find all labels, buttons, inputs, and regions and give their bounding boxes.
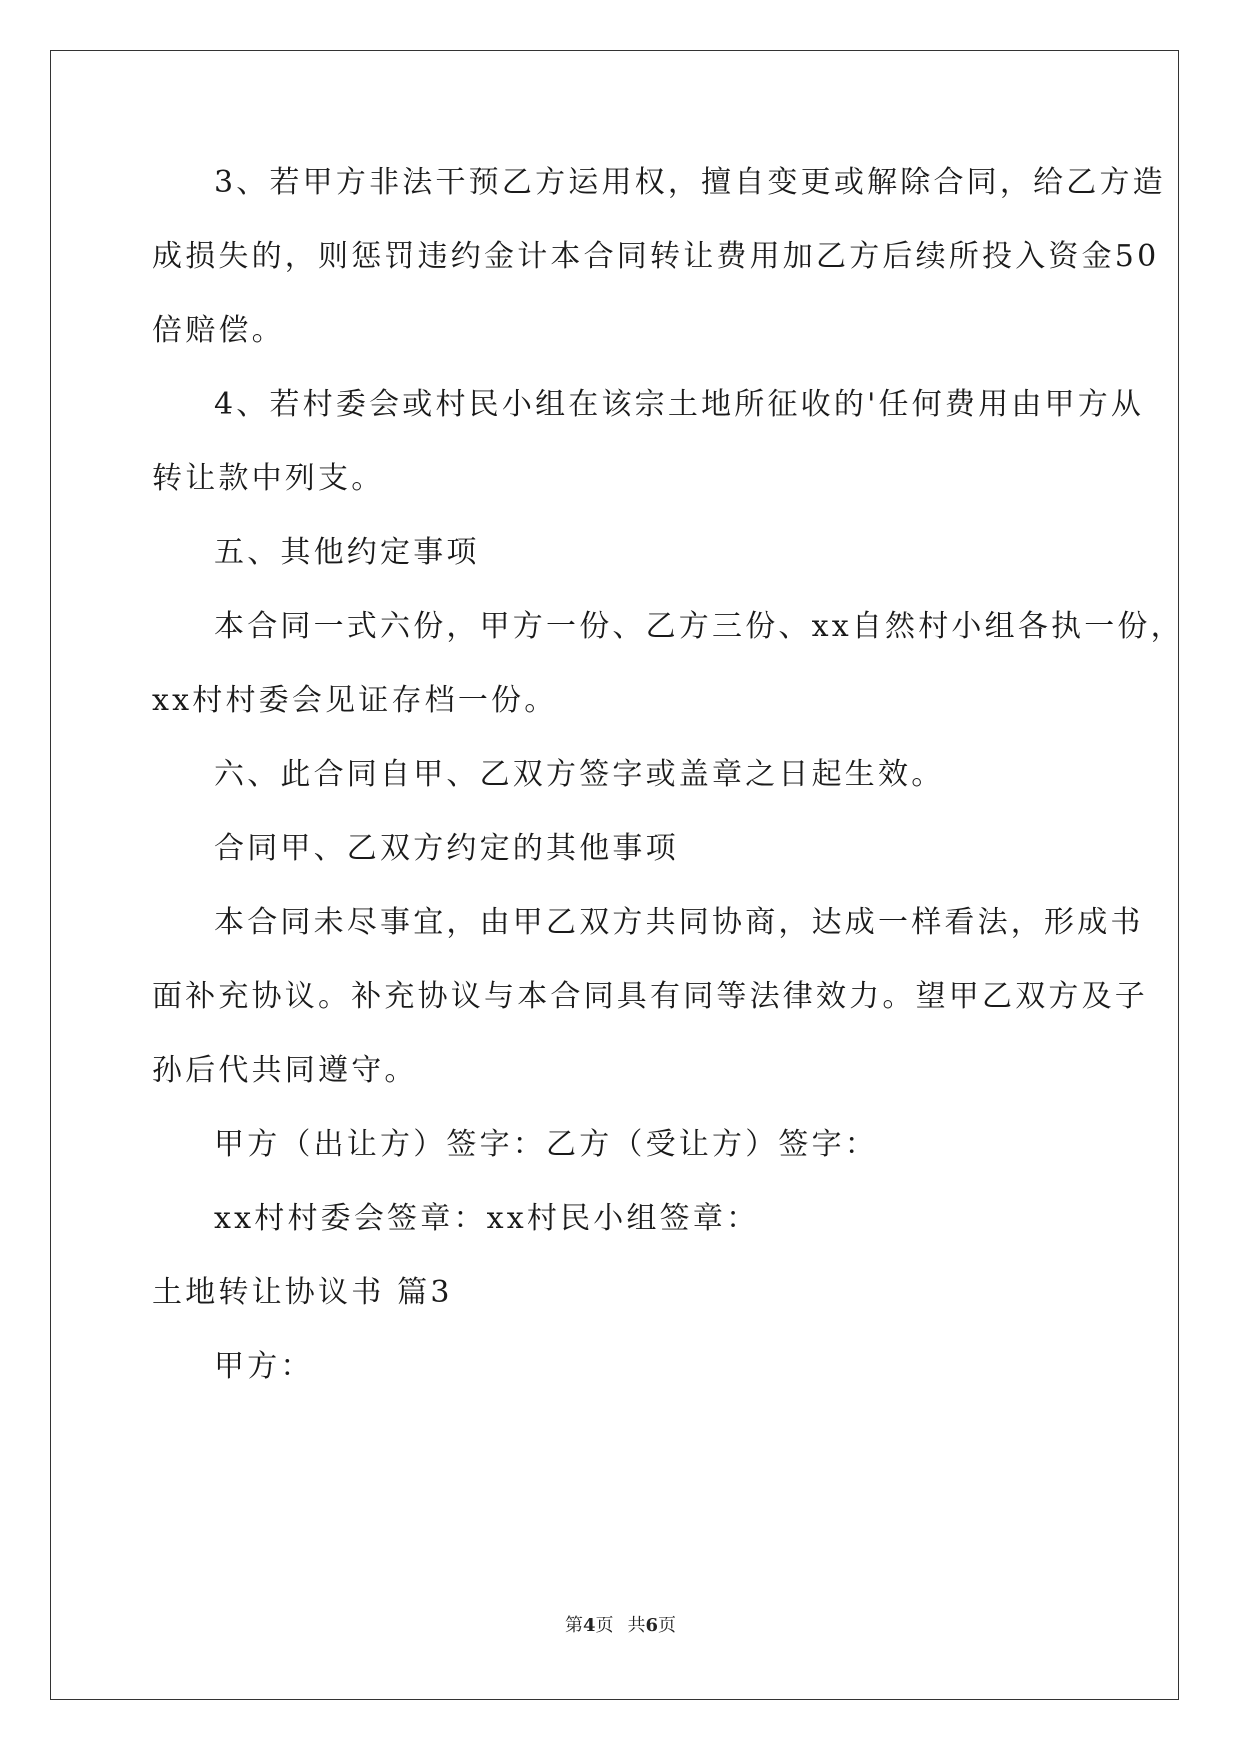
paragraph-line: 倍赔偿。 xyxy=(152,313,285,348)
paragraph-line: 合同甲、乙双方约定的其他事项 xyxy=(214,831,679,866)
paragraph-line: 六、此合同自甲、乙双方签字或盖章之日起生效。 xyxy=(214,757,945,792)
paragraph-line: xx村村委会见证存档一份。 xyxy=(152,683,558,718)
page-footer xyxy=(0,1611,1241,1637)
footer-current-page: 4 xyxy=(582,1615,596,1636)
party-a-label: 甲方： xyxy=(214,1349,314,1384)
page-border xyxy=(50,50,1179,1700)
paragraph-line: 本合同一式六份，甲方一份、乙方三份、xx自然村小组各执一份， xyxy=(214,609,1184,644)
footer-prefix: 第 xyxy=(564,1615,583,1636)
footer-page-word: 页 xyxy=(595,1615,614,1636)
paragraph-line: 3、若甲方非法干预乙方运用权，擅自变更或解除合同，给乙方造 xyxy=(214,165,1166,200)
paragraph-line: 孙后代共同遵守。 xyxy=(152,1053,418,1088)
footer-total-prefix: 共 xyxy=(627,1615,646,1636)
section-title: 土地转让协议书 篇3 xyxy=(152,1275,453,1310)
footer-total-suffix: 页 xyxy=(658,1615,677,1636)
footer-total-pages: 6 xyxy=(645,1615,659,1636)
paragraph-line: 成损失的，则惩罚违约金计本合同转让费用加乙方后续所投入资金50 xyxy=(152,239,1160,274)
paragraph-line: 4、若村委会或村民小组在该宗土地所征收的'任何费用由甲方从 xyxy=(214,387,1145,422)
section-heading: 五、其他约定事项 xyxy=(214,535,480,570)
seal-line: xx村村委会签章：xx村民小组签章： xyxy=(214,1201,760,1236)
paragraph-line: 本合同未尽事宜，由甲乙双方共同协商，达成一样看法，形成书 xyxy=(214,905,1144,940)
paragraph-line: 面补充协议。补充协议与本合同具有同等法律效力。望甲乙双方及子 xyxy=(152,979,1148,1014)
paragraph-line: 转让款中列支。 xyxy=(152,461,385,496)
signature-line: 甲方（出让方）签字：乙方（受让方）签字： xyxy=(214,1127,878,1162)
